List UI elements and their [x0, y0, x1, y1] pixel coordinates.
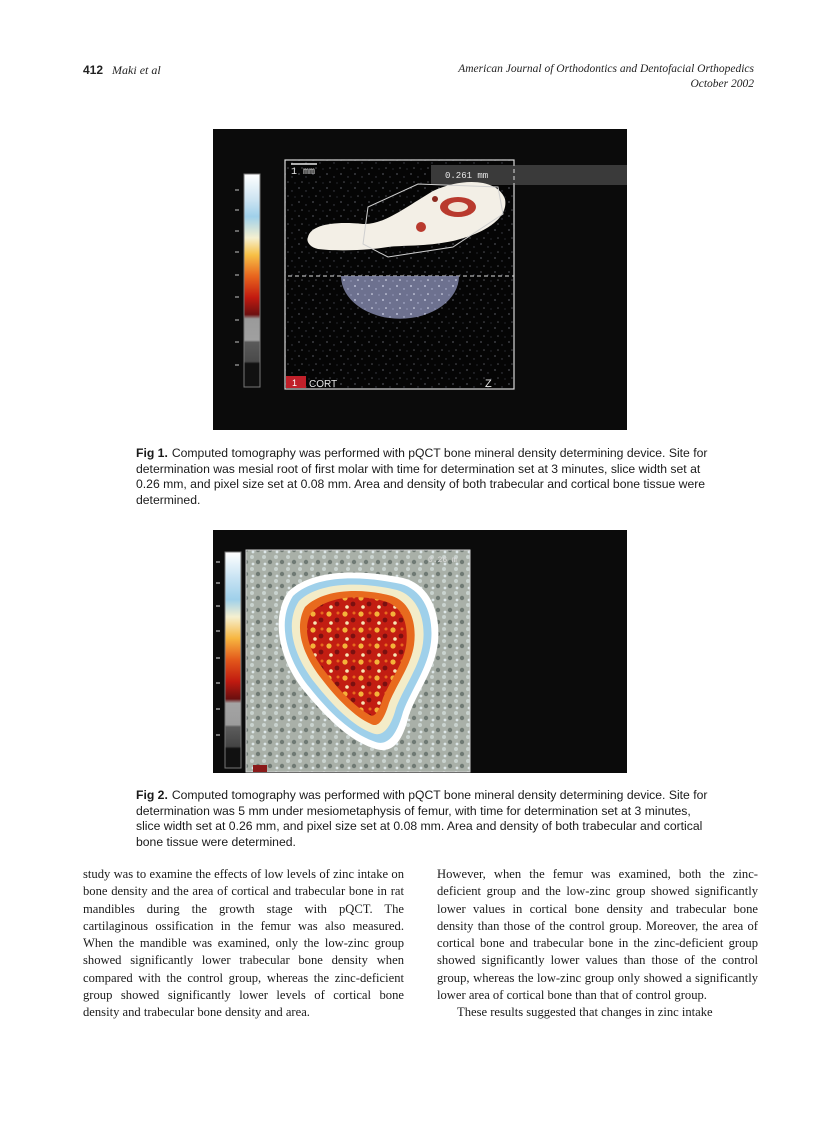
figure-1-caption-text: Computed tomography was performed with pQCT bone mineral density determining device. Site for determination was mesial root of first molar with time for determination set at 3 minutes, slice width set at 0.26 mm, and pixel size set at 0.08 mm. Area and density of both trabecular and cortical bone tissue were determined. [136, 446, 708, 507]
body-right-column [437, 866, 758, 1022]
page-number: 412 [83, 63, 104, 77]
running-header-right [458, 62, 754, 92]
figure-2-label: Fig 2. [136, 788, 168, 802]
corner-label: 0.26 m [428, 556, 457, 565]
axis-label: Z [485, 378, 492, 390]
color-bar-ticks [235, 189, 239, 366]
figure-1-image [213, 129, 627, 430]
journal-title: American Journal of Orthodontics and Dentofacial Orthopedics [458, 63, 754, 75]
figure-1-ct-scan [213, 129, 627, 430]
figure-2-caption-text: Computed tomography was performed with pQCT bone mineral density determining device. Site for determination was 5 mm under mesiometaphysis of femur, with time for determination set at 3 minutes, slice width set at 0.26 mm, and pixel size set at 0.08 mm. Area and density of both trabecular and cortical bone tissue were determined. [136, 788, 708, 849]
author-names: Maki et al [112, 63, 161, 77]
scale-label: 1 mm [291, 167, 316, 178]
running-header-left [83, 63, 161, 78]
body-paragraph: These results suggested that changes in zinc intake [457, 1005, 713, 1020]
body-paragraph: However, when the femur was examined, both the zinc-deficient group and the low-zinc group showed significantly lower values in cortical bone density and trabecular bone density than those of the control group. Moreover, the area of cortical bone and trabecular bone in the zinc-deficient group showed significantly lower values than those of the control group, whereas the low-zinc group only showed a significantly lower area of cortical bone than that of control group. [437, 867, 758, 1003]
figure-1-label: Fig 1. [136, 446, 168, 460]
color-bar-ticks [216, 561, 220, 736]
corner-label: 0.261 mm [445, 171, 489, 181]
figure-1-caption [136, 446, 716, 508]
body-left-column [83, 866, 404, 1022]
body-paragraph: study was to examine the effects of low levels of zinc intake on bone density and the area of cortical and trabecular bone in rat mandibles during the growth stage with pQCT. The cartilaginous ossification in the femur was also measured. When the mandible was examined, only the low-zinc group showed significantly lower trabecular bone density when compared with the control group, whereas the zinc-deficient group showed significantly lower levels of cortical bone density and trabecular bone density and area. [83, 867, 404, 1020]
issue-date: October 2002 [690, 78, 754, 90]
figure-2-caption [136, 788, 716, 850]
density-color-bar [225, 552, 241, 768]
density-color-bar [244, 174, 260, 387]
mode-number: 1 [292, 378, 298, 388]
figure-2-ct-scan [213, 530, 627, 773]
mode-label: CORT [309, 379, 338, 390]
figure-2-image [213, 530, 627, 773]
